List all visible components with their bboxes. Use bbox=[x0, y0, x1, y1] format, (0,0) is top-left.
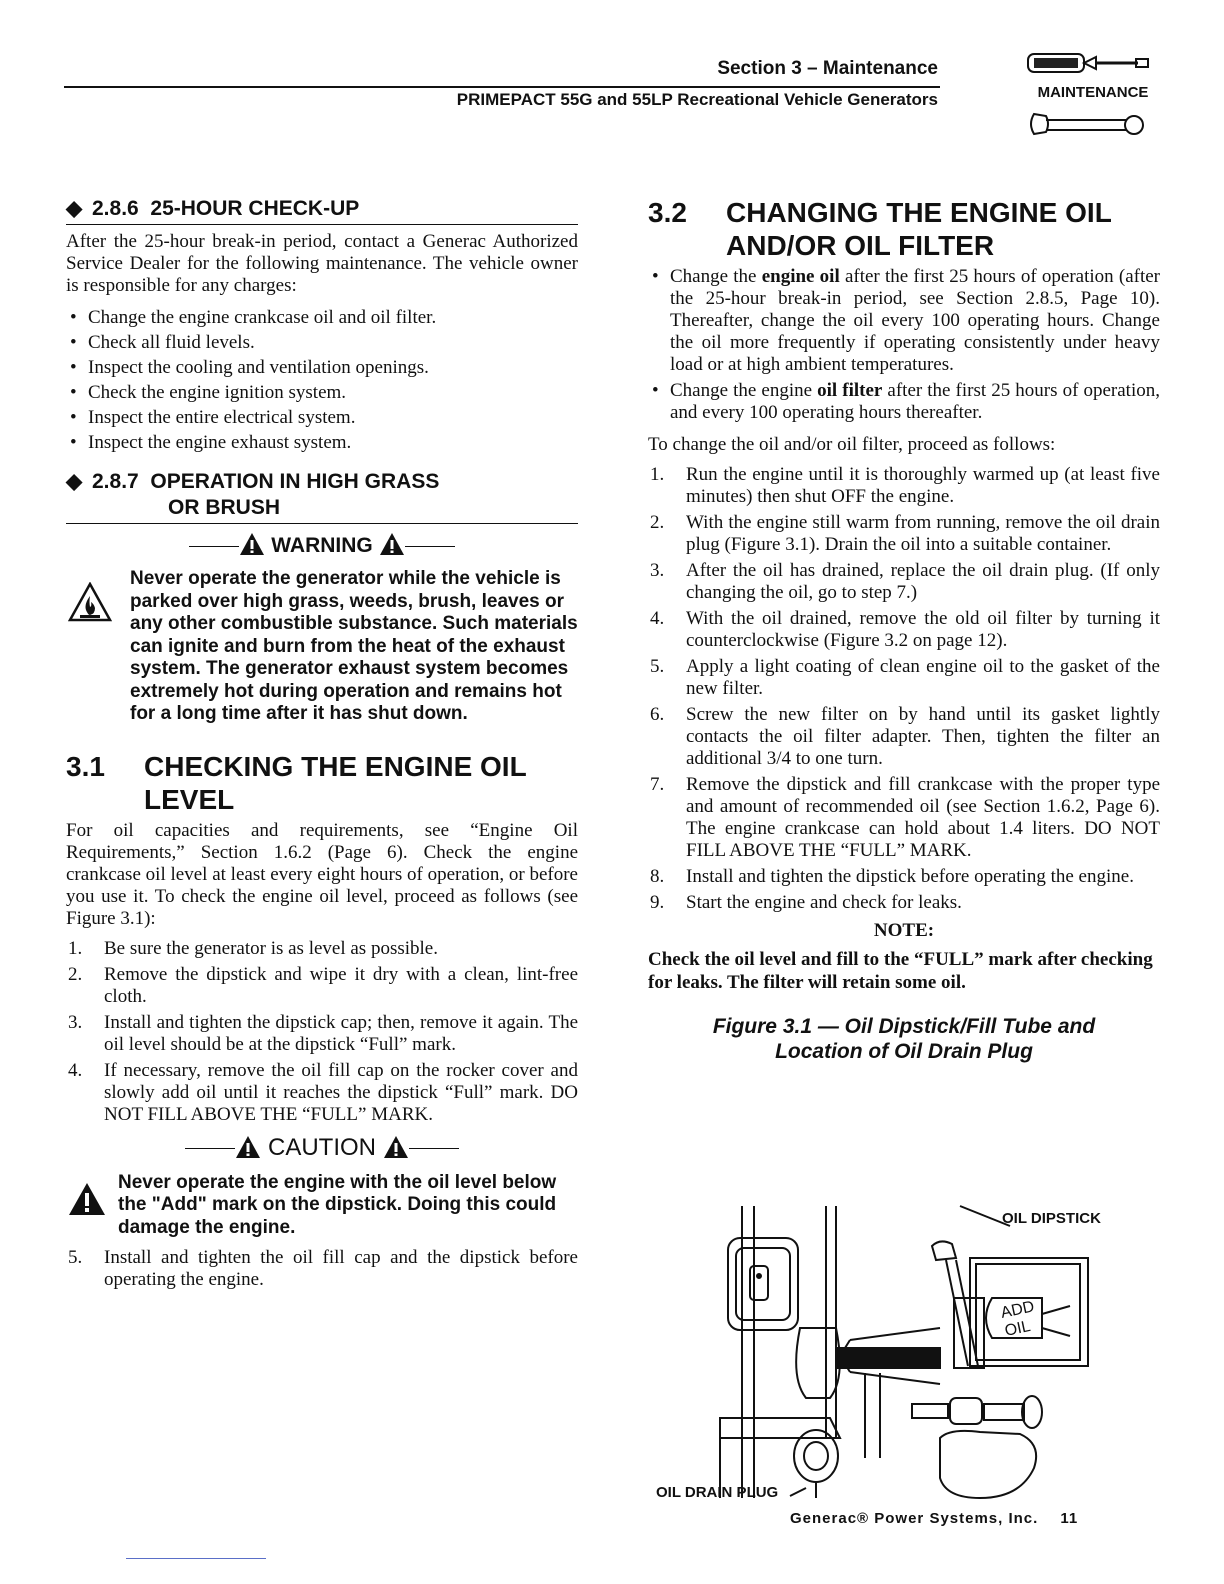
caution-heading bbox=[66, 1134, 578, 1162]
warning-triangle-icon bbox=[239, 532, 265, 556]
oil-dipstick-figure bbox=[650, 1198, 1110, 1508]
list-item: 2. Remove the dipstick and wipe it dry with a clean, lint-free cloth. bbox=[68, 963, 578, 1007]
list-item: 4. If necessary, remove the oil fill cap on the rocker cover and slowly add oil until it reaches the dipstick “Full” mark. DO NOT FILL ABOVE THE “FULL” MARK. bbox=[68, 1059, 578, 1125]
list-item: 1. Be sure the generator is as level as possible. bbox=[68, 937, 438, 959]
oil-change-steps bbox=[648, 464, 1160, 914]
diamond-bullet-icon: ◆ bbox=[66, 470, 83, 493]
warning-label: WARNING bbox=[271, 534, 373, 557]
list-item: 1. Run the engine until it is thoroughly warmed up (at least five minutes) then shut OFF the engine. bbox=[650, 464, 1160, 507]
list-item: 8. Install and tighten the dipstick before operating the engine. bbox=[650, 866, 1134, 887]
heading-number: 2.8.7 bbox=[92, 470, 139, 493]
heading-number: 3.2 bbox=[648, 197, 687, 228]
page-footer bbox=[790, 1510, 1078, 1527]
heading-title: 25-HOUR CHECK-UP bbox=[150, 197, 360, 220]
figure-caption: Figure 3.1 — Oil Dipstick/Fill Tube and Location of Oil Drain Plug bbox=[712, 1015, 1096, 1063]
list-item: • Inspect the entire electrical system. bbox=[66, 405, 578, 430]
heading-3-1 bbox=[66, 750, 578, 816]
heading-number: 3.1 bbox=[66, 750, 105, 782]
oil-level-steps-continued bbox=[66, 1247, 578, 1291]
check-up-list bbox=[66, 305, 578, 455]
oil-drain-plug-label: OIL DRAIN PLUG bbox=[656, 1484, 779, 1501]
check-up-intro: After the 25-hour break-in period, contact a Generac Authorized Service Dealer for the following maintenance. The vehicle owner is responsible for any charges: bbox=[66, 231, 578, 296]
list-item: 5. Install and tighten the oil fill cap and the dipstick before operating the engine. bbox=[68, 1247, 578, 1290]
list-item: 6. Screw the new filter on by hand until its gasket lightly contacts the oil filter adapter. Then, tighten the filter an additional 3/4 to one turn. bbox=[650, 704, 1160, 769]
heading-3-2 bbox=[648, 196, 1160, 262]
warning-text: Never operate the generator while the vehicle is parked over high grass, weeds, brush, leaves or any other combustible substance. Such materials can ignite and burn from the heat of the exhaust system. The generator exhaust system becomes extremely hot during operation and remains hot for a long time after it has shut down. bbox=[130, 568, 578, 724]
list-item: • Check the engine ignition system. bbox=[66, 380, 578, 405]
oil-level-intro: For oil capacities and requirements, see “Engine Oil Requirements,” Section 1.6.2 (Page 6). Check the engine crankcase oil level at least every eight hours of operation, or before you use it. To check the engine oil level, proceed as follows (see Figure 3.1): bbox=[66, 819, 578, 929]
footer-divider bbox=[126, 1558, 266, 1559]
caution-box bbox=[66, 1172, 578, 1240]
footer-company: Generac® Power Systems, Inc. bbox=[790, 1510, 1039, 1527]
document-subtitle: PRIMEPACT 55G and 55LP Recreational Vehicle Generators bbox=[456, 90, 938, 109]
warning-triangle-icon bbox=[379, 532, 405, 556]
warning-triangle-icon bbox=[383, 1135, 409, 1159]
heading-number: 2.8.6 bbox=[92, 197, 139, 220]
gauge-add-text: ADD bbox=[999, 1298, 1036, 1322]
note-label: NOTE: bbox=[873, 920, 935, 941]
list-item: • Inspect the engine exhaust system. bbox=[66, 430, 578, 455]
list-item: • Check all fluid levels. bbox=[66, 330, 578, 355]
caution-text: Never operate the engine with the oil level below the "Add" mark on the dipstick. Doing this could damage the engine. bbox=[118, 1171, 557, 1238]
warning-triangle-icon bbox=[235, 1135, 261, 1159]
heading-2-8-7 bbox=[66, 469, 578, 524]
list-item: • Change the engine oil after the first 25 hours of operation (after the 25-hour break-in period, see Section 2.8.5, Page 10). Thereafter, change the oil every 100 operating hours. Change the oil more frequently if operating consistently under heavy load or at high ambient temperatures. bbox=[648, 266, 1160, 376]
oil-change-bullets bbox=[648, 266, 1160, 424]
maintenance-badge-label: MAINTENANCE bbox=[1037, 84, 1149, 101]
list-item: 9. Start the engine and check for leaks. bbox=[650, 892, 962, 913]
heading-title-line1: OPERATION IN HIGH GRASS bbox=[150, 470, 440, 493]
caution-label: CAUTION bbox=[268, 1133, 376, 1161]
caution-triangle-icon bbox=[68, 1182, 106, 1216]
page-number: 11 bbox=[1060, 1510, 1079, 1527]
list-item: • Change the engine oil filter after the first 25 hours of operation, and every 100 operating hours thereafter. bbox=[648, 380, 1160, 424]
section-title: Section 3 – Maintenance bbox=[717, 58, 938, 79]
oil-dipstick-label: OIL DIPSTICK bbox=[1002, 1210, 1101, 1227]
heading-title-line2: LEVEL bbox=[144, 783, 235, 815]
left-column bbox=[66, 196, 578, 1297]
list-item: 3. After the oil has drained, replace the oil drain plug. (If only changing the oil, go to step 7.) bbox=[650, 560, 1160, 603]
fire-hazard-icon bbox=[68, 582, 112, 622]
heading-title-line1: CHANGING THE ENGINE OIL bbox=[726, 197, 1112, 228]
list-item: 2. With the engine still warm from running, remove the oil drain plug (Figure 3.1). Drain the oil into a suitable container. bbox=[650, 512, 1160, 555]
heading-2-8-6 bbox=[66, 196, 578, 225]
list-item: • Inspect the cooling and ventilation openings. bbox=[66, 355, 578, 380]
note-text: Check the oil level and fill to the “FULL” mark after checking for leaks. The filter will retain some oil. bbox=[648, 949, 1153, 993]
diamond-bullet-icon: ◆ bbox=[66, 197, 83, 220]
heading-title-line2: OR BRUSH bbox=[168, 496, 281, 519]
oil-change-intro: To change the oil and/or oil filter, proceed as follows: bbox=[648, 434, 1056, 455]
warning-box bbox=[66, 568, 578, 726]
list-item: • Change the engine crankcase oil and oil filter. bbox=[66, 305, 578, 330]
list-item: 7. Remove the dipstick and fill crankcase with the proper type and amount of recommended oil (see Section 1.6.2, Page 6). The engine crankcase can hold about 1.4 liters. DO NOT FILL ABOVE THE “FULL” MARK. bbox=[650, 774, 1160, 861]
list-item: 4. With the oil drained, remove the old oil filter by turning it counterclockwise (Figure 3.2 on page 12). bbox=[650, 608, 1160, 651]
heading-title-line2: AND/OR OIL FILTER bbox=[726, 230, 995, 261]
heading-title-line1: CHECKING THE ENGINE OIL bbox=[144, 750, 527, 782]
warning-heading bbox=[66, 532, 578, 558]
right-column bbox=[648, 196, 1160, 1064]
gauge-oil-text: OIL bbox=[1003, 1317, 1033, 1340]
list-item: 5. Apply a light coating of clean engine oil to the gasket of the new filter. bbox=[650, 656, 1160, 699]
header-rule bbox=[64, 86, 940, 88]
oil-level-steps bbox=[66, 938, 578, 1126]
list-item: 3. Install and tighten the dipstick cap; then, remove it again. The oil level should be at the dipstick “Full” mark. bbox=[68, 1011, 578, 1055]
